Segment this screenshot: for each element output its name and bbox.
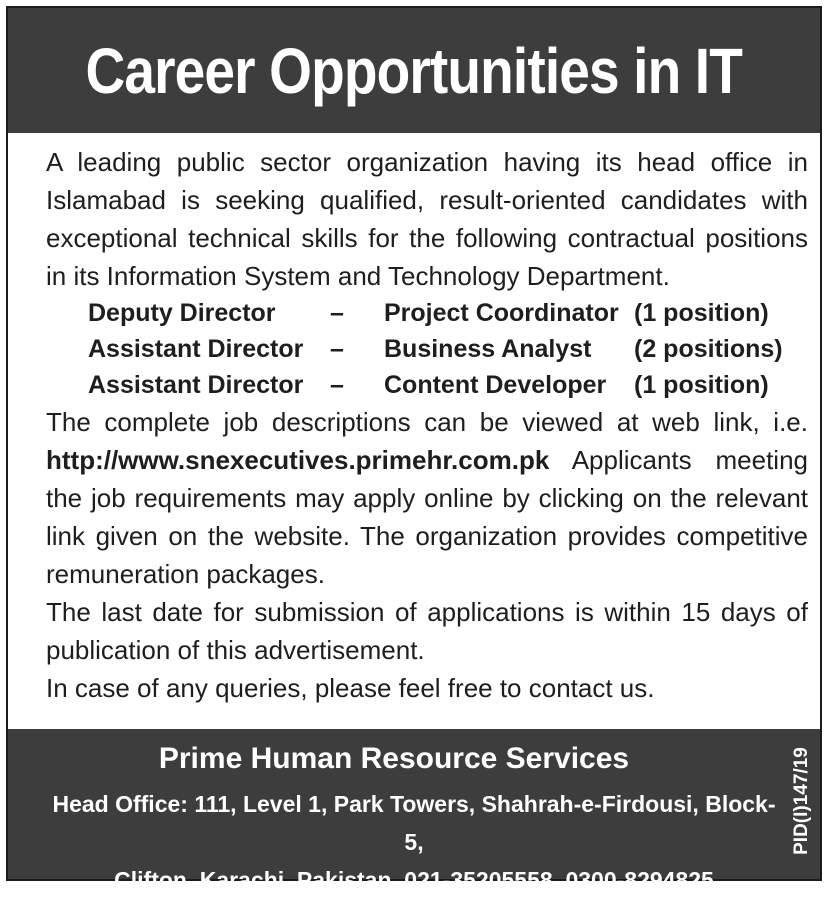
position-dash: – (330, 299, 344, 327)
description-intro: The complete job descriptions can be viewed at web link, i.e. (46, 407, 808, 437)
job-advertisement (6, 6, 822, 893)
position-title: Assistant Director (88, 371, 304, 399)
position-title: Deputy Director (88, 299, 276, 327)
position-count: (1 position) (634, 371, 769, 399)
pid-code (786, 731, 818, 871)
pid-text: PID(I)147/19 (791, 747, 813, 855)
position-row (88, 331, 808, 367)
intro-paragraph: A leading public sector organization having its head office in Islamabad is seeking qualified, result-oriented candidates with exceptional technical skills for the following contractual positions in its Information System and Technology Department. (46, 147, 808, 291)
position-count: (1 position) (634, 299, 769, 327)
position-dash: – (330, 371, 344, 399)
contact-note: In case of any queries, please feel free to contact us. (46, 673, 655, 703)
description-paragraph (46, 441, 808, 593)
position-row (88, 295, 808, 331)
office-address (48, 785, 780, 899)
position-count: (2 positions) (634, 335, 783, 363)
ad-title: Career Opportunities in IT (85, 34, 743, 107)
web-link[interactable]: http://www.snexecutives.primehr.com.pk (46, 445, 550, 475)
position-role: Business Analyst (384, 335, 592, 363)
position-role: Content Developer (384, 371, 607, 399)
deadline-paragraph: The last date for submission of applications is within 15 days of publication of this advertisement. (46, 597, 808, 665)
positions-list (88, 295, 808, 403)
footer-banner (8, 729, 820, 893)
address-line-2: Clifton, Karachi, Pakistan. 021-35205558, 0300-8294825 (114, 867, 714, 893)
position-role: Project Coordinator (384, 299, 619, 327)
header-banner (8, 8, 820, 133)
address-line-1: Head Office: 111, Level 1, Park Towers, Shahrah-e-Firdousi, Block-5, (52, 791, 776, 855)
position-row (88, 367, 808, 403)
position-dash: – (330, 335, 344, 363)
description-rest: Applicants meeting the job requirements may apply online by clicking on the relevant link given on the website. The organization provides competitive remuneration packages. (46, 445, 808, 589)
ad-body (46, 143, 808, 707)
company-name: Prime Human Resource Services (158, 742, 630, 775)
position-title: Assistant Director (88, 335, 304, 363)
